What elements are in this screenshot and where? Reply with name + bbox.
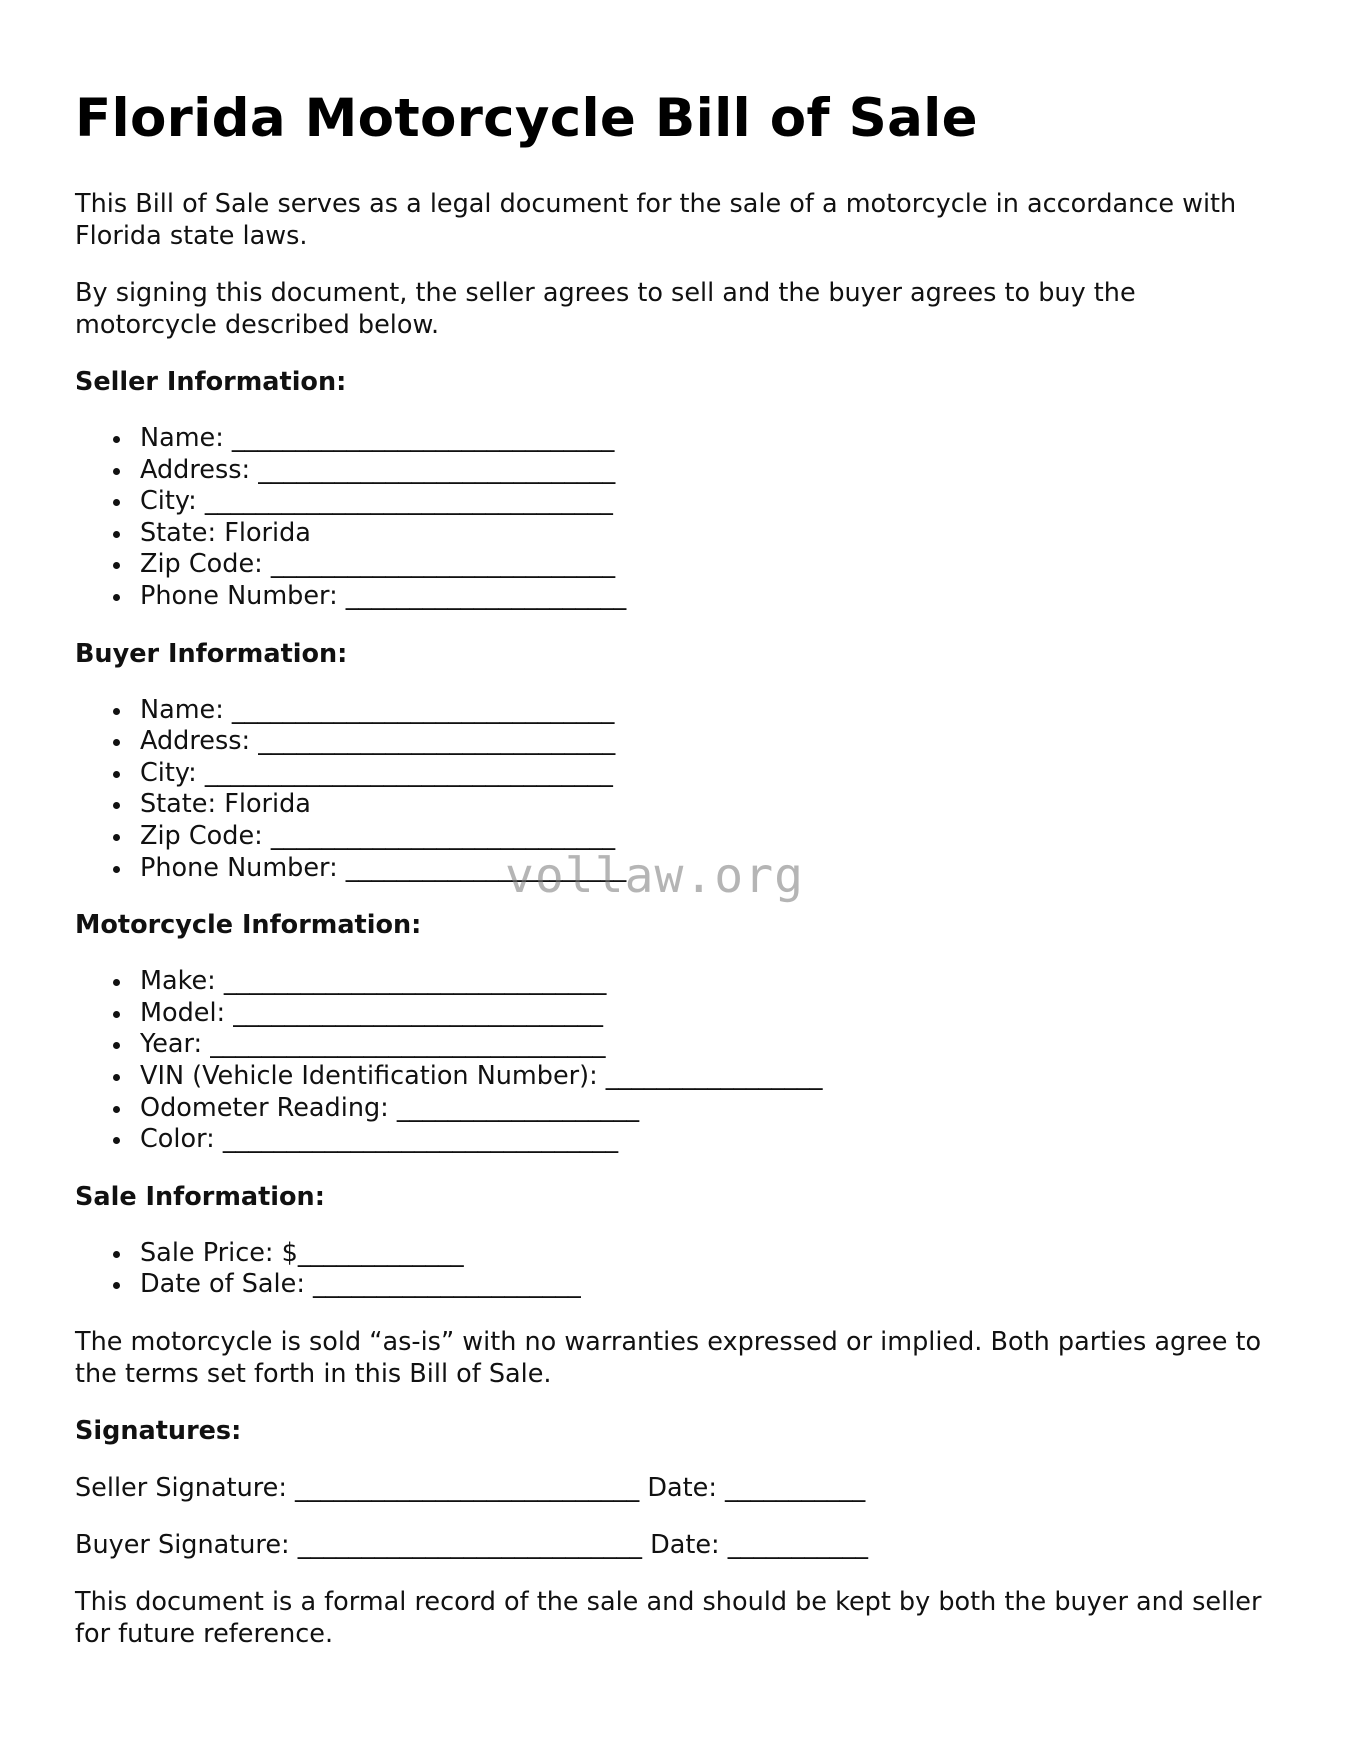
seller-name-field: Name: ______________________________ [75,423,1275,455]
intro-paragraph-legal: This Bill of Sale serves as a legal document for the sale of a motorcycle in accordance with Florida state laws. [75,189,1237,251]
sale-list [75,1238,1275,1301]
buyer-state-field: State: Florida [75,789,1275,821]
sale-date-field: Date of Sale: _____________________ [75,1269,1275,1301]
seller-signature-line: Seller Signature: ___________________________ Date: ___________ [75,1472,866,1503]
buyer-heading: Buyer Information: [75,638,348,669]
motorcycle-heading: Motorcycle Information: [75,910,422,941]
watermark: vollaw.org [505,848,804,904]
page-title: Florida Motorcycle Bill of Sale [75,88,978,149]
buyer-zip-field: Zip Code: ___________________________ [75,821,1275,853]
motorcycle-list [75,966,1275,1156]
buyer-phone-field: Phone Number: ______________________ [75,853,1275,885]
sale-price-field: Sale Price: $_____________ [75,1238,1275,1270]
buyer-address-field: Address: ____________________________ [75,726,1275,758]
as-is-paragraph: The motorcycle is sold “as-is” with no warranties expressed or implied. Both parties agree to the terms set forth in this Bill of Sale. [75,1326,1262,1389]
buyer-name-field: Name: ______________________________ [75,695,1275,727]
buyer-signature-line: Buyer Signature: ___________________________ Date: ___________ [75,1529,868,1560]
sale-heading: Sale Information: [75,1181,325,1212]
motorcycle-color-field: Color: _______________________________ [75,1124,1275,1156]
buyer-city-field: City: ________________________________ [75,758,1275,790]
motorcycle-year-field: Year: _______________________________ [75,1029,1275,1061]
seller-phone-field: Phone Number: ______________________ [75,581,1275,613]
motorcycle-model-field: Model: _____________________________ [75,998,1275,1030]
motorcycle-odometer-field: Odometer Reading: ___________________ [75,1093,1275,1125]
signatures-heading: Signatures: [75,1415,242,1446]
seller-address-field: Address: ____________________________ [75,455,1275,487]
closing-paragraph: This document is a formal record of the sale and should be kept by both the buyer and seller for future reference. [75,1586,1262,1649]
motorcycle-vin-field: VIN (Vehicle Identification Number): _________________ [75,1061,1275,1093]
seller-zip-field: Zip Code: ___________________________ [75,549,1275,581]
seller-state-field: State: Florida [75,518,1275,550]
intro-paragraph-agreement: By signing this document, the seller agrees to sell and the buyer agrees to buy the motorcycle described below. [75,278,1136,340]
seller-city-field: City: ________________________________ [75,486,1275,518]
seller-heading: Seller Information: [75,367,347,397]
seller-list [75,423,1275,613]
motorcycle-make-field: Make: ______________________________ [75,966,1275,998]
